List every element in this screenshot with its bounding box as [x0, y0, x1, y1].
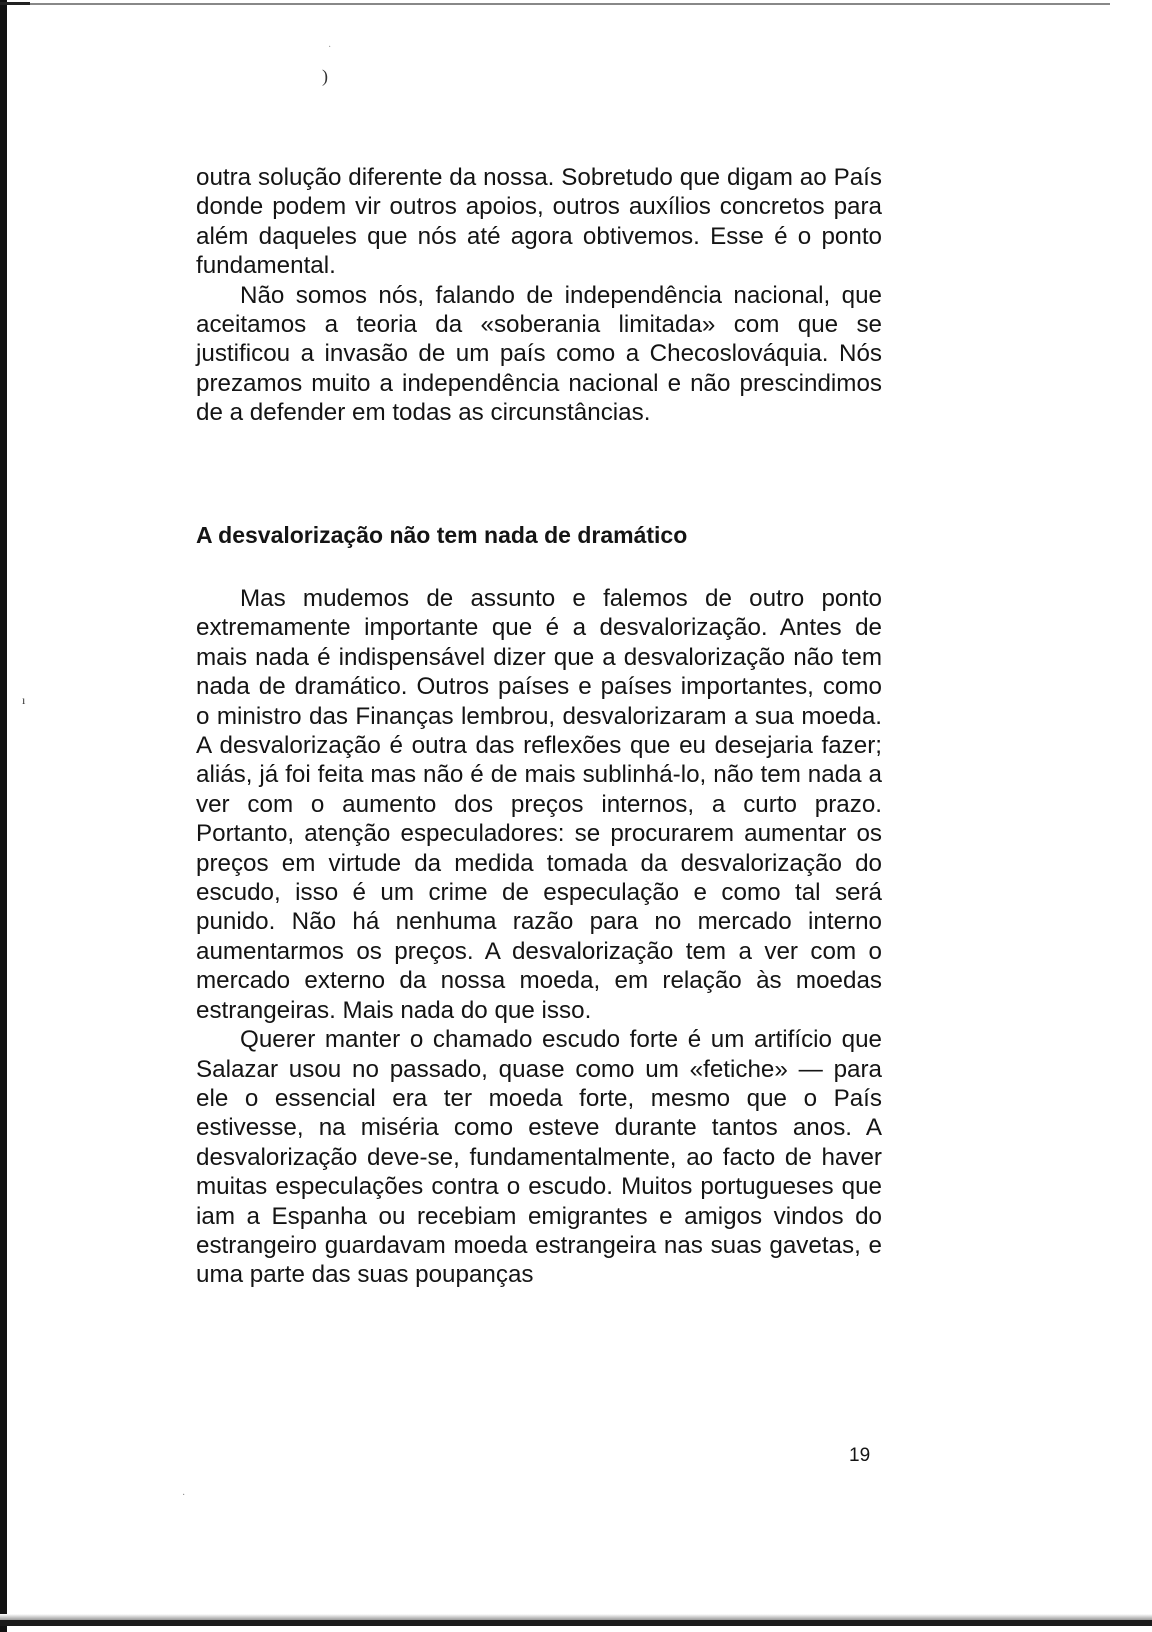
stray-ink-dot: ·	[328, 42, 332, 53]
section-heading: A desvalorização não tem nada de dramático	[196, 522, 688, 548]
paragraph-independence: Não somos nós, falando de independência nacional, que aceitamos a teoria da «soberania limitada» com que se justificou a invasão de um país como a Checoslováquia. Nós prezamos muito a independência nacional e não prescindimos de a defender em todas as circunstâncias.	[196, 281, 882, 427]
scan-edge-top	[0, 3, 1110, 5]
scan-edge-left	[0, 0, 7, 1632]
stray-margin-mark: ı	[22, 693, 26, 707]
paragraph-continued: outra solução diferente da nossa. Sobretudo que digam ao País donde podem vir outros apoios, outros auxílios concretos para além daqueles que nós até agora obtivemos. Esse é o ponto fundamental.	[196, 164, 882, 280]
paragraph-devaluation: Mas mudemos de assunto e falemos de outro ponto extremamente importante que é a desvalorização. Antes de mais nada é indispensável dizer que a desvalorização não tem nada de dramático. Outros países e países importantes, como o ministro das Finanças lembrou, desvalorizaram a sua moeda. A desvalorização é outra das reflexões que eu desejaria fazer; aliás, já foi feita mas não é de mais sublinhá-lo, não tem nada a ver com o aumento dos preços internos, a curto prazo. Portanto, atenção especuladores: se procurarem aumentar os preços em virtude da medida tomada da desvalorização do escudo, isso é um crime de especulação e como tal será punido. Não há nenhuma razão para no mercado interno aumentarmos os preços. A desvalorização tem a ver com o mercado externo da nossa moeda, em relação às moedas estrangeiras. Mais nada do que isso.	[196, 585, 882, 1024]
page-number: 19	[849, 1445, 871, 1466]
scan-edge-bottom	[0, 1620, 1152, 1626]
section-text-block	[196, 584, 882, 1290]
stray-bottom-mark: ·	[182, 1490, 186, 1501]
scan-edge-top-corner	[0, 2, 30, 5]
paragraph-strong-escudo: Querer manter o chamado escudo forte é um artifício que Salazar usou no passado, quase como um «fetiche» — para ele o essencial era ter moeda forte, mesmo que o País estivesse, na miséria como esteve durante tantos anos. A desvalorização deve-se, fundamentalmente, ao facto de haver muitas especulações contra o escudo. Muitos portugueses que iam a Espanha ou recebiam emigrantes e amigos vindos do estrangeiro guardavam moeda estrangeira nas suas gavetas, e uma parte das suas poupanças	[196, 1026, 882, 1289]
opening-text-block	[196, 163, 882, 428]
stray-ink-mark: )	[322, 66, 328, 86]
